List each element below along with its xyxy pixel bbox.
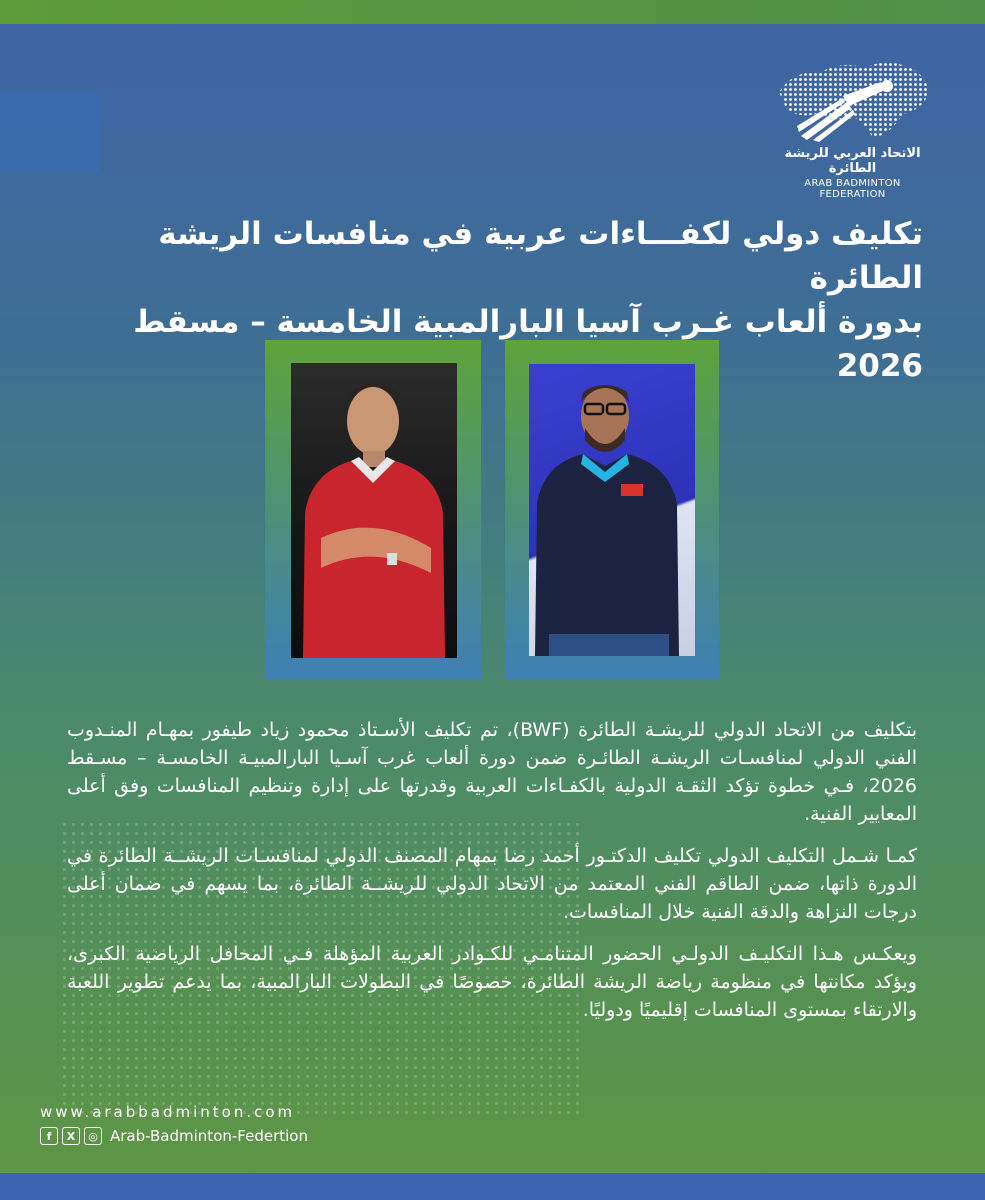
top-green-band — [0, 0, 985, 24]
photo-official-red-shirt — [291, 363, 457, 658]
headline-line-1: تكليف دولي لكفـــاءات عربية في منافسات الريشة الطائرة — [158, 216, 923, 296]
social-handle[interactable]: Arab-Badminton-Federtion — [110, 1127, 308, 1145]
federation-arabic-name: الاتحاد العربي للريشة الطائرة — [784, 146, 921, 176]
paragraph-3: ويعكـس هـذا التكليـف الدولـي الحضور المتنامـي للكـوادر العربية المؤهلة فـي المحافل الرياضية الكبرى، ويؤكد مكانتها في منظومة رياضة الريشة الطائرة، خصوصًا في البطولات البارالمبية، بما يدعم تطوير اللعبة والارتقاء بمستوى المنافسات إقليميًا ودوليًا. — [67, 943, 917, 1021]
paragraph-1: بتكليف من الاتحاد الدولي للريشـة الطائرة (BWF)، تم تكليف الأسـتاذ محمود زياد طيفور بمهـام المنـدوب الفني الدولي لمنافسـات الريشـة الطائـرة ضمن دورة ألعاب غرب آسـيا البارالمبيـة الخامسـة – مسـقط 2026، فـي خطوة تؤكد الثقـة الدولية بالكفـاءات العربية وقدرتها على إدارة وتنظيم المنافسات وفق أعلى المعايير الفنية. — [67, 719, 917, 825]
headline-line-2: بدورة ألعاب غـرب آسيا البارالمبية الخامسة – مسقط 2026 — [133, 304, 923, 384]
person-photo-icon — [529, 364, 695, 656]
x-icon[interactable]: X — [62, 1127, 80, 1145]
paragraph-2: كمـا شـمل التكليف الدولي تكليف الدكتـور أحمد رضا بمهام المصنف الدولي لمنافسـات الريشــة الطائرة في الدورة ذاتها، ضمن الطاقم الفني المعتمد من الاتحاد الدولي للريشــة الطائرة، بما يسهم في ضمان أعلى درجات النزاهة والدقة الفنية خلال المنافسات. — [67, 845, 917, 923]
social-links — [40, 1127, 308, 1145]
person-photo-icon — [291, 363, 457, 658]
federation-english-name: ARAB BADMINTON FEDERATION — [804, 178, 901, 200]
article-body — [67, 716, 917, 1038]
instagram-icon[interactable]: ◎ — [84, 1127, 102, 1145]
federation-logo[interactable] — [770, 52, 935, 200]
bottom-blue-band — [0, 1173, 985, 1200]
website-link[interactable]: www.arabbadminton.com — [40, 1103, 296, 1121]
shuttlecock-map-icon — [773, 52, 933, 144]
headline — [63, 212, 923, 388]
facebook-icon[interactable]: f — [40, 1127, 58, 1145]
decorative-blue-block — [0, 92, 100, 172]
photo-official-navy-polo — [529, 364, 695, 656]
